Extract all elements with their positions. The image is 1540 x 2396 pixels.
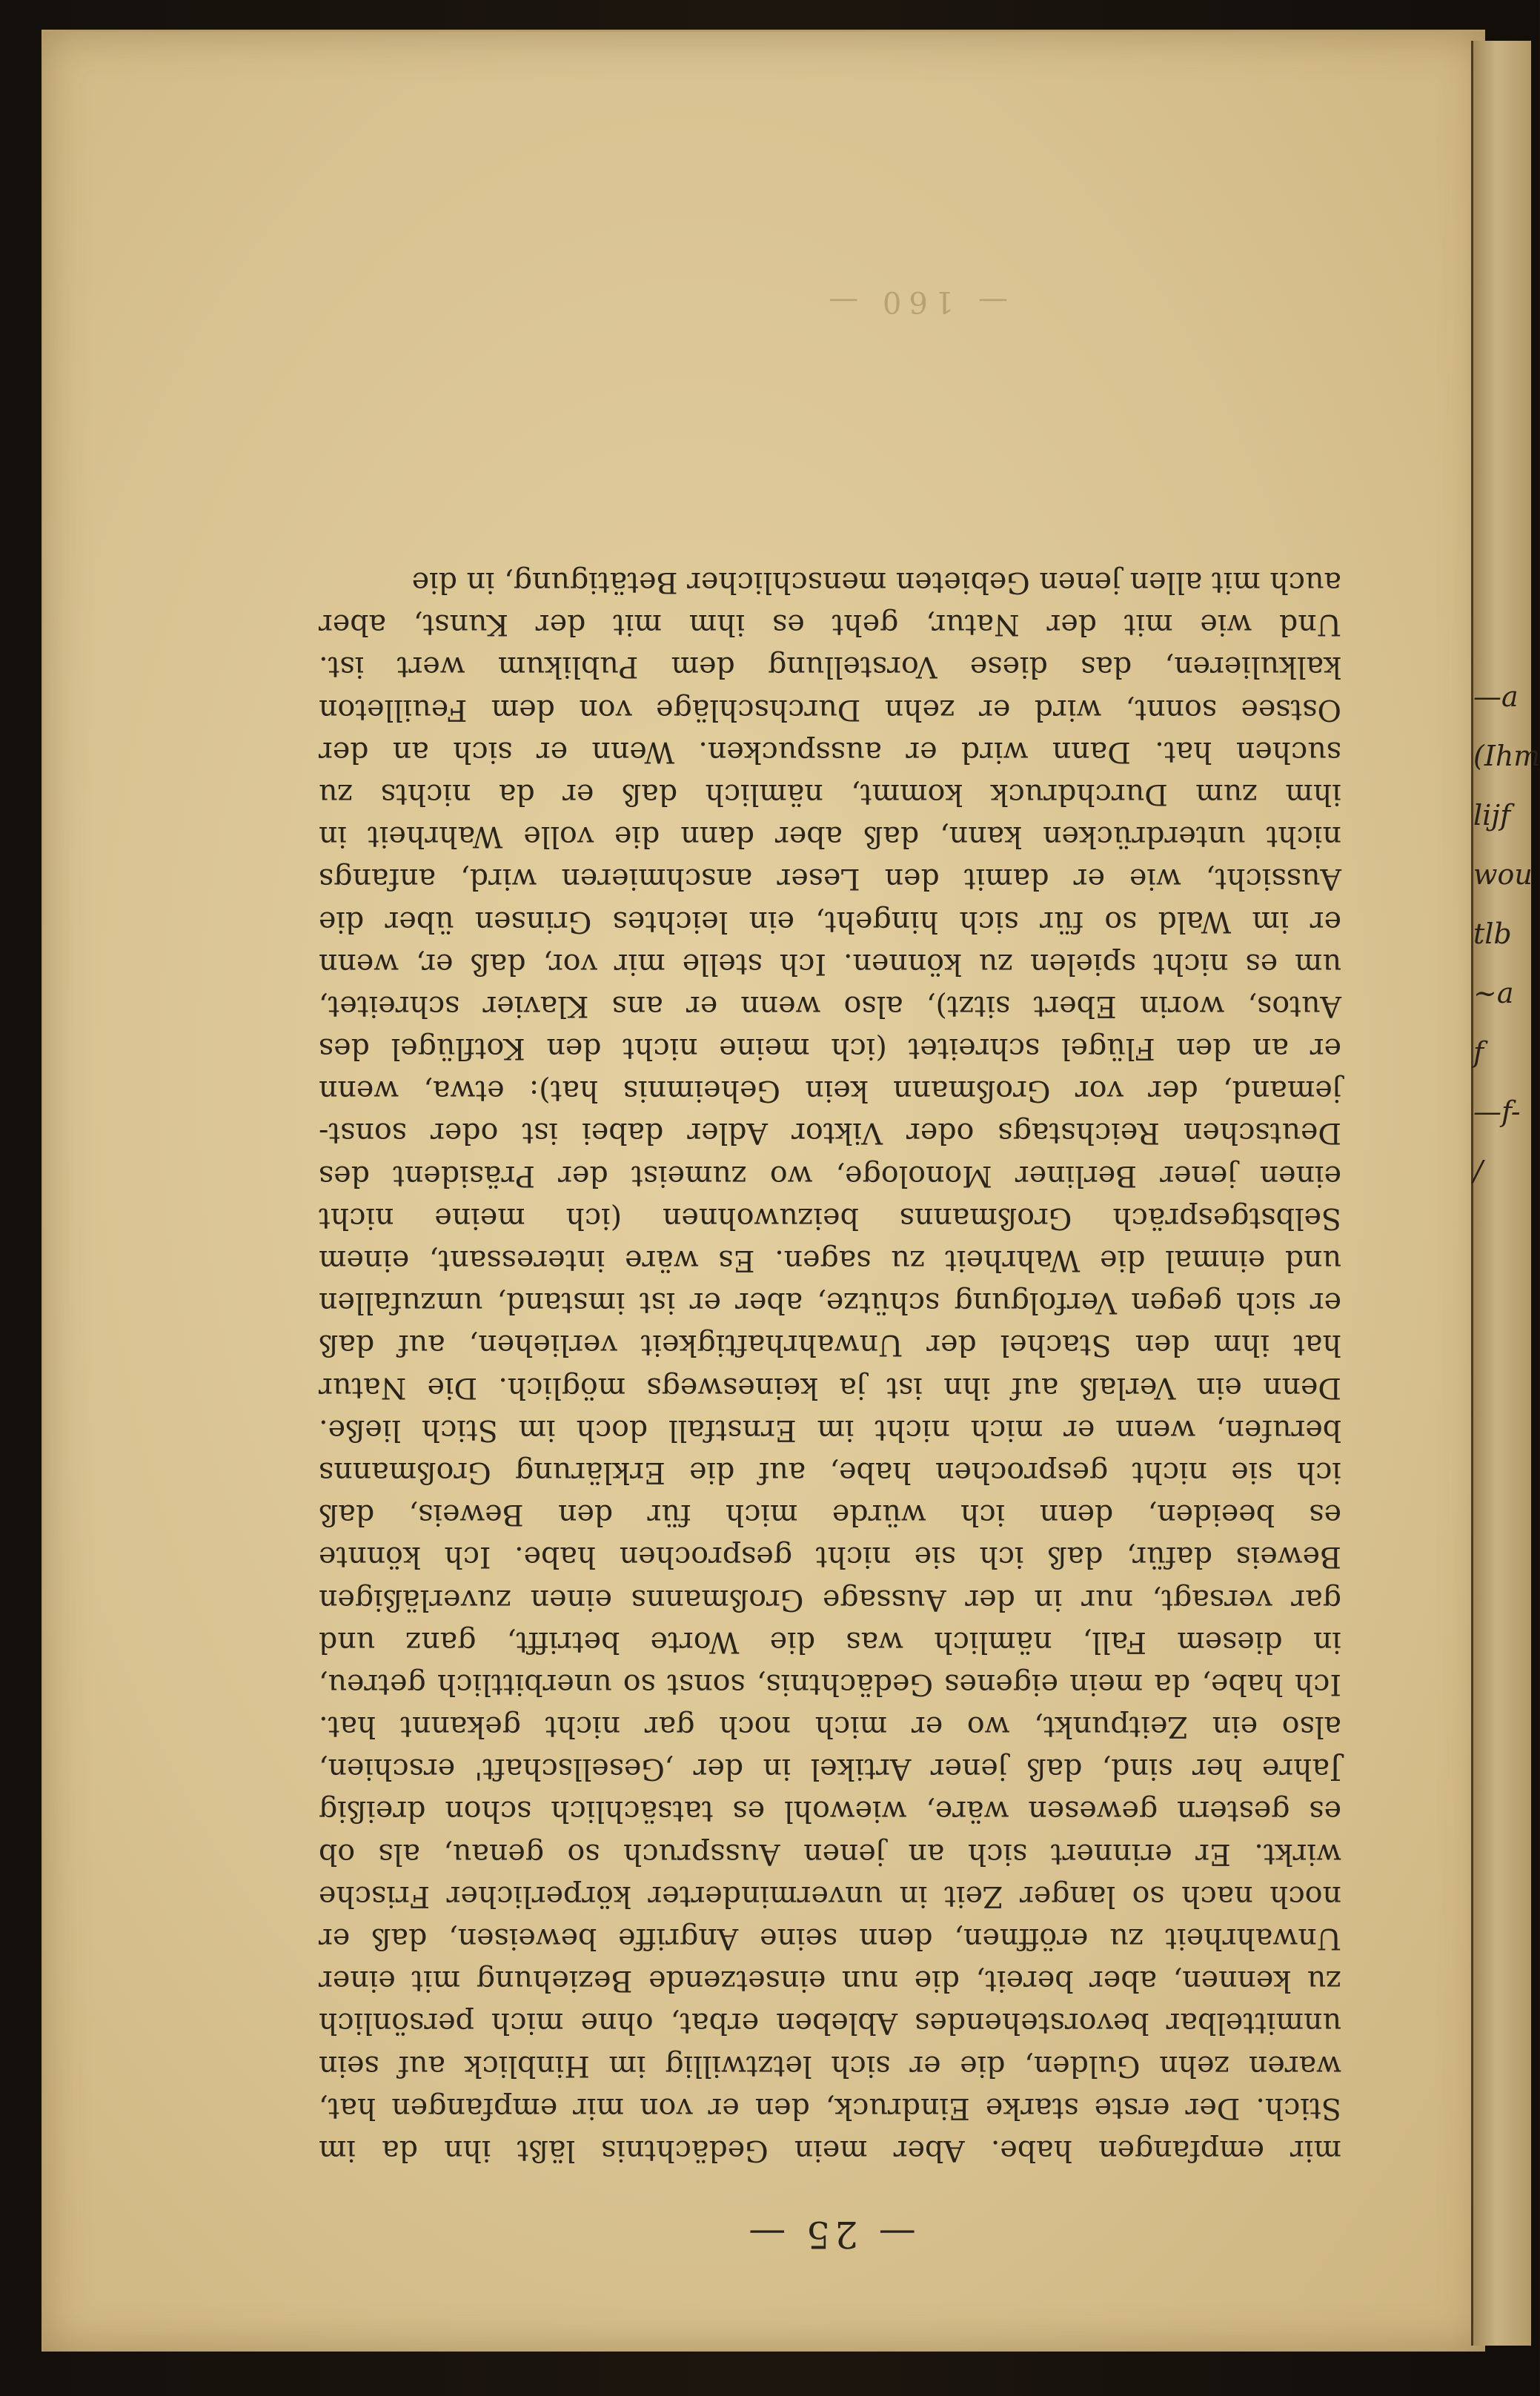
text-line: ihm zum Durchdruck kommt, nämlich daß er da nichts zu bbox=[319, 777, 1341, 812]
margin-note: lijf bbox=[1473, 799, 1511, 832]
margin-note: f bbox=[1473, 1036, 1484, 1069]
margin-note: tlb bbox=[1473, 917, 1512, 950]
text-line: es gestern gewesen wäre, wiewohl es tatsächlich schon dreißig bbox=[319, 1794, 1341, 1829]
text-line: wirkt. Er erinnert sich an jenen Ausspruch so genau, als ob bbox=[319, 1836, 1341, 1871]
text-line: jemand, der vor Großmann kein Geheimnis hat): etwa, wenn bbox=[319, 1074, 1341, 1109]
text-line: in diesem Fall, nämlich was die Worte betrifft, ganz und bbox=[319, 1625, 1341, 1659]
margin-note: ~a bbox=[1473, 977, 1514, 1009]
text-line: nicht unterdrücken kann, daß aber dann die volle Wahrheit in bbox=[319, 820, 1341, 854]
printed-text-block bbox=[319, 385, 1341, 2268]
text-line: noch nach so langer Zeit in unverminderter körperlicher Frische bbox=[319, 1879, 1341, 1914]
text-line: auch mit allen jenen Gebieten menschlicher Betätigung, in die bbox=[411, 565, 1341, 600]
text-line: zu kennen, aber bereit, die nun einsetzende Beziehung mit einer bbox=[319, 1964, 1341, 1999]
margin-note: (Ihm bbox=[1473, 740, 1540, 772]
page-number: — 25 — bbox=[744, 2213, 916, 2256]
text-line: Ich habe, da mein eigenes Gedächtnis, sonst so unerbittlich getreu, bbox=[319, 1667, 1341, 1702]
text-line: Ostsee sonnt, wird er zehn Durchschläge von dem Feuilleton bbox=[319, 692, 1341, 727]
margin-note: wou bbox=[1473, 858, 1533, 891]
text-line: also ein Zeitpunkt, wo er mich noch gar nicht gekannt hat. bbox=[319, 1710, 1341, 1745]
margin-note: —a bbox=[1473, 680, 1519, 713]
text-line: Beweis dafür, daß ich sie nicht gesprochen habe. Ich könnte bbox=[319, 1540, 1341, 1575]
text-line: Deutschen Reichstags oder Viktor Adler dabei ist oder sonst- bbox=[319, 1116, 1341, 1151]
text-line: waren zehn Gulden, die er sich letztwillig im Hinblick auf sein bbox=[319, 2048, 1341, 2083]
text-line: gar versagt, nur in der Aussage Großmanns einen zuverläßigen bbox=[319, 1582, 1341, 1617]
text-line: er sich gegen Verfolgung schütze, aber er ist imstand, umzufallen bbox=[319, 1286, 1341, 1321]
text-line: mir empfangen habe. Aber mein Gedächtnis läßt ihn da im bbox=[319, 2134, 1341, 2168]
text-line: Stich. Der erste starke Eindruck, den er von mir empfangen hat, bbox=[319, 2091, 1341, 2125]
margin-note: —f- bbox=[1473, 1095, 1521, 1128]
body-text bbox=[319, 561, 1341, 2171]
text-line: unmittelbar bevorstehendes Ableben erbat, ohne mich persönlich bbox=[319, 2006, 1341, 2041]
text-line: es beeiden, denn ich würde mich für den Beweis, daß bbox=[319, 1498, 1341, 1533]
text-line: einen jener Berliner Monologe, wo zumeist der Präsident des bbox=[319, 1158, 1341, 1193]
margin-note: / bbox=[1473, 1155, 1483, 1187]
text-line: um es nicht spielen zu können. Ich stelle mir vor, daß er, wenn bbox=[319, 946, 1341, 981]
text-line: er an den Flügel schreitet (ich meine nicht den Kotflügel des bbox=[319, 1032, 1341, 1066]
text-line: Aussicht, wie er damit den Leser anschmieren wird, anfangs bbox=[319, 862, 1341, 897]
text-line: er im Wald so für sich hingeht, ein leichtes Grinsen über die bbox=[319, 904, 1341, 939]
text-line: ich sie nicht gesprochen habe, auf die Erklärung Großmanns bbox=[319, 1456, 1341, 1490]
text-line: Autos, worin Ebert sitzt), also wenn er ans Klavier schreitet, bbox=[319, 989, 1341, 1023]
text-line: berufen, wenn er mich nicht im Ernstfall doch im Stich ließe. bbox=[319, 1413, 1341, 1447]
text-line: Unwahrheit zu eröffnen, denn seine Angriffe beweisen, daß er bbox=[319, 1922, 1341, 1957]
handwritten-margin-notes bbox=[1473, 667, 1540, 1705]
bleed-through-page-number: — 160 — bbox=[821, 285, 1008, 319]
text-line: und einmal die Wahrheit zu sagen. Es wäre interessant, einem bbox=[319, 1244, 1341, 1278]
text-line: hat ihm den Stachel der Unwahrhaftigkeit verliehen, auf daß bbox=[319, 1328, 1341, 1363]
text-line: Jahre her sind, daß jener Artikel in der ‚Gesellschaft' erschien, bbox=[319, 1752, 1341, 1787]
text-line: Und wie mit der Natur, geht es ihm mit der Kunst, aber bbox=[319, 608, 1341, 643]
text-line: suchen hat. Dann wird er ausspucken. Wenn er sich an der bbox=[319, 734, 1341, 769]
text-line: Selbstgespräch Großmanns beizuwohnen (ich meine nicht bbox=[319, 1201, 1341, 1235]
text-line: kalkulieren, das diese Vorstellung dem Publikum wert ist. bbox=[319, 650, 1341, 685]
text-line: Denn ein Verlaß auf ihn ist ja keineswegs möglich. Die Natur bbox=[319, 1370, 1341, 1405]
